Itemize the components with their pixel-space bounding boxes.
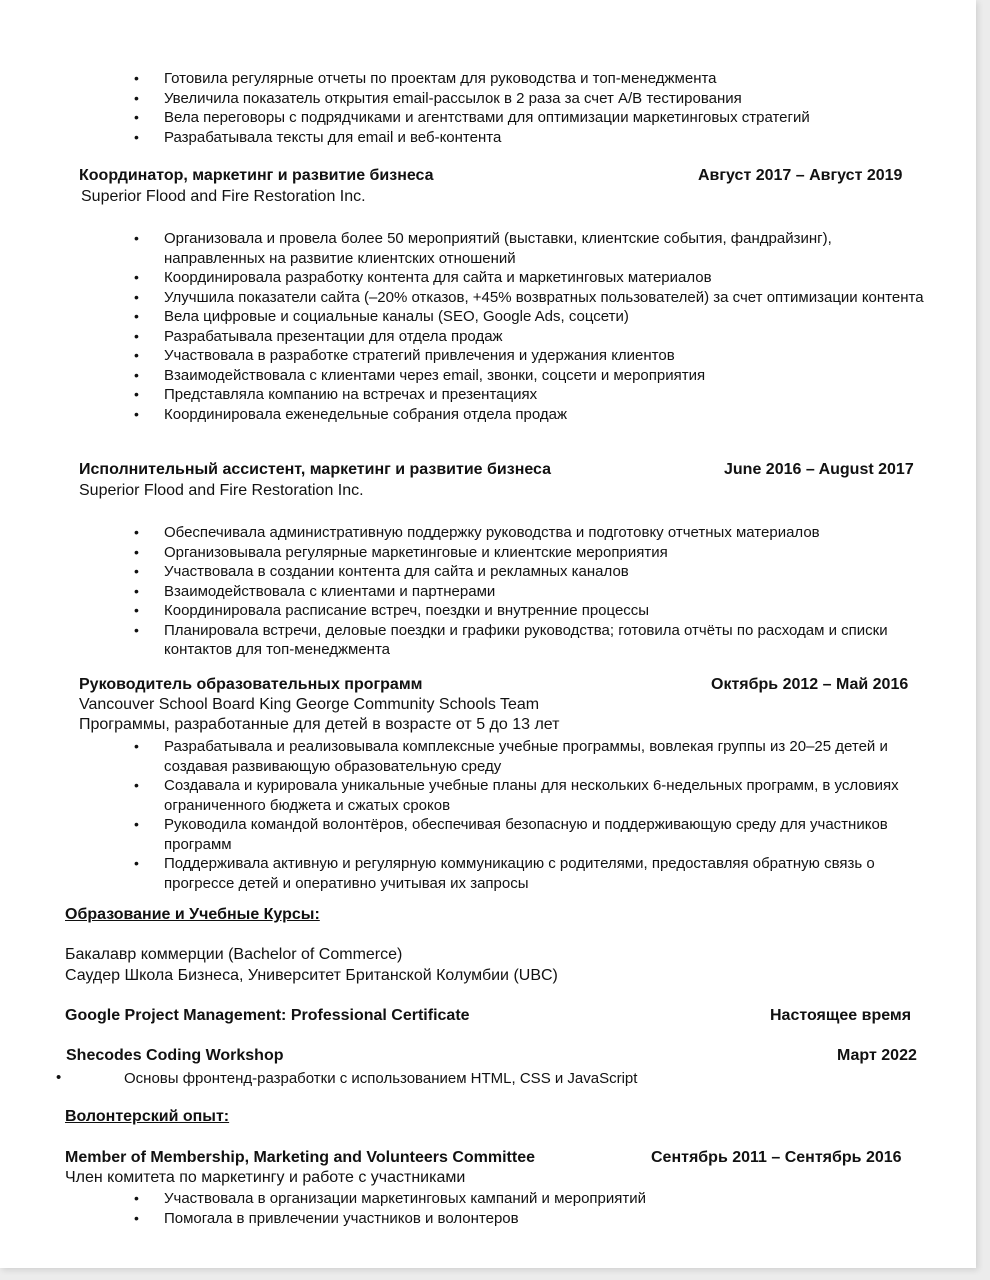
list-item: • Организовала и провела более 50 мероприятий (выставки, клиентские события, фандрайзинг), направленных на развитие клиентских отношений: [0, 229, 976, 268]
volunteer-title: Member of Membership, Marketing and Volunteers Committee: [65, 1149, 536, 1166]
list-item: • Участвовала в создании контента для сайта и рекламных каналов: [0, 562, 976, 582]
list-item: • Разрабатывала тексты для email и веб-контента: [0, 128, 976, 148]
list-item: • Помогала в привлечении участников и волонтеров: [0, 1209, 976, 1229]
company-name: Superior Flood and Fire Restoration Inc.: [79, 482, 364, 499]
degree: Бакалавр коммерции (Bachelor of Commerce): [65, 946, 403, 963]
list-item: • Координировала разработку контента для сайта и маркетинговых материалов: [0, 268, 976, 288]
list-item: • Вела цифровые и социальные каналы (SEO, Google Ads, соцсети): [0, 307, 976, 327]
job-dates: June 2016 – August 2017: [724, 461, 914, 478]
volunteer-bullet-list: [0, 1189, 976, 1228]
list-item: • Координировала расписание встреч, поездки и внутренние процессы: [0, 601, 976, 621]
list-item: • Участвовала в организации маркетинговых кампаний и мероприятий: [0, 1189, 976, 1209]
volunteer-heading: Волонтерский опыт:: [65, 1108, 230, 1125]
top-bullet-list: [0, 69, 976, 147]
list-item: • Взаимодействовала с клиентами через email, звонки, соцсети и мероприятия: [0, 366, 976, 386]
certificate-date: Март 2022: [837, 1047, 917, 1064]
certificate-date: Настоящее время: [770, 1007, 912, 1024]
list-item: • Организовывала регулярные маркетинговые и клиентские мероприятия: [0, 543, 976, 563]
list-item: • Взаимодействовала с клиентами и партнерами: [0, 582, 976, 602]
bullet-dot: •: [56, 1069, 62, 1086]
list-item: • Разрабатывала и реализовывала комплексные учебные программы, вовлекая группы из 20–25 детей и создавая развивающую образовательную среду: [0, 737, 976, 776]
list-item: • Увеличила показатель открытия email-рассылок в 2 раза за счет A/B тестирования: [0, 89, 976, 109]
list-item: • Разрабатывала презентации для отдела продаж: [0, 327, 976, 347]
job2-bullet-list: [0, 523, 976, 660]
job3-bullet-list: [0, 737, 976, 893]
list-item: • Вела переговоры с подрядчиками и агентствами для оптимизации маркетинговых стратегий: [0, 108, 976, 128]
list-item: • Создавала и курировала уникальные учебные планы для нескольких 6-недельных программ, в условиях ограниченного бюджета и сжатых сроков: [0, 776, 976, 815]
job-dates: Август 2017 – Август 2019: [698, 167, 903, 184]
company-name: Superior Flood and Fire Restoration Inc.: [81, 188, 366, 205]
job-header-coordinator: [0, 167, 976, 189]
certificate-title: Shecodes Coding Workshop: [66, 1047, 284, 1064]
job-dates: Октябрь 2012 – Май 2016: [711, 676, 909, 693]
list-item: • Планировала встречи, деловые поездки и графики руководства; готовила отчёты по расходам и списки контактов для топ-менеджмента: [0, 621, 976, 660]
list-item: • Улучшила показатели сайта (–20% отказов, +45% возвратных пользователей) за счет оптимизации контента: [0, 288, 976, 308]
company-name: Vancouver School Board King George Community Schools Team: [79, 696, 540, 713]
certificate-detail: Основы фронтенд-разработки с использованием HTML, CSS и JavaScript: [124, 1070, 638, 1087]
job1-bullet-list: [0, 229, 976, 424]
school-name: Саудер Школа Бизнеса, Университет Британской Колумбии (UBC): [65, 967, 558, 984]
volunteer-header: [0, 1149, 976, 1171]
certificate-google-pm: [0, 1007, 976, 1029]
volunteer-role: Член комитета по маркетингу и работе с участниками: [65, 1169, 466, 1186]
job-header-education-programs: [0, 676, 976, 698]
job-title: Исполнительный ассистент, маркетинг и развитие бизнеса: [79, 461, 552, 478]
education-heading: Образование и Учебные Курсы:: [65, 906, 320, 923]
job-subtitle: Программы, разработанные для детей в возрасте от 5 до 13 лет: [79, 716, 560, 733]
list-item: • Готовила регулярные отчеты по проектам для руководства и топ-менеджмента: [0, 69, 976, 89]
volunteer-dates: Сентябрь 2011 – Сентябрь 2016: [651, 1149, 902, 1166]
certificate-title: Google Project Management: Professional Certificate: [65, 1007, 470, 1024]
list-item: • Представляла компанию на встречах и презентациях: [0, 385, 976, 405]
job-title: Координатор, маркетинг и развитие бизнеса: [79, 167, 434, 184]
list-item: • Координировала еженедельные собрания отдела продаж: [0, 405, 976, 425]
list-item: • Поддерживала активную и регулярную коммуникацию с родителями, предоставляя обратную связь о прогрессе детей и оперативно учитывая их запросы: [0, 854, 976, 893]
job-title: Руководитель образовательных программ: [79, 676, 423, 693]
certificate-shecodes: [0, 1047, 976, 1069]
list-item: • Участвовала в разработке стратегий привлечения и удержания клиентов: [0, 346, 976, 366]
job-header-executive-assistant: [0, 461, 976, 483]
list-item: • Обеспечивала административную поддержку руководства и подготовку отчетных материалов: [0, 523, 976, 543]
list-item: • Руководила командой волонтёров, обеспечивая безопасную и поддерживающую среду для участников программ: [0, 815, 976, 854]
